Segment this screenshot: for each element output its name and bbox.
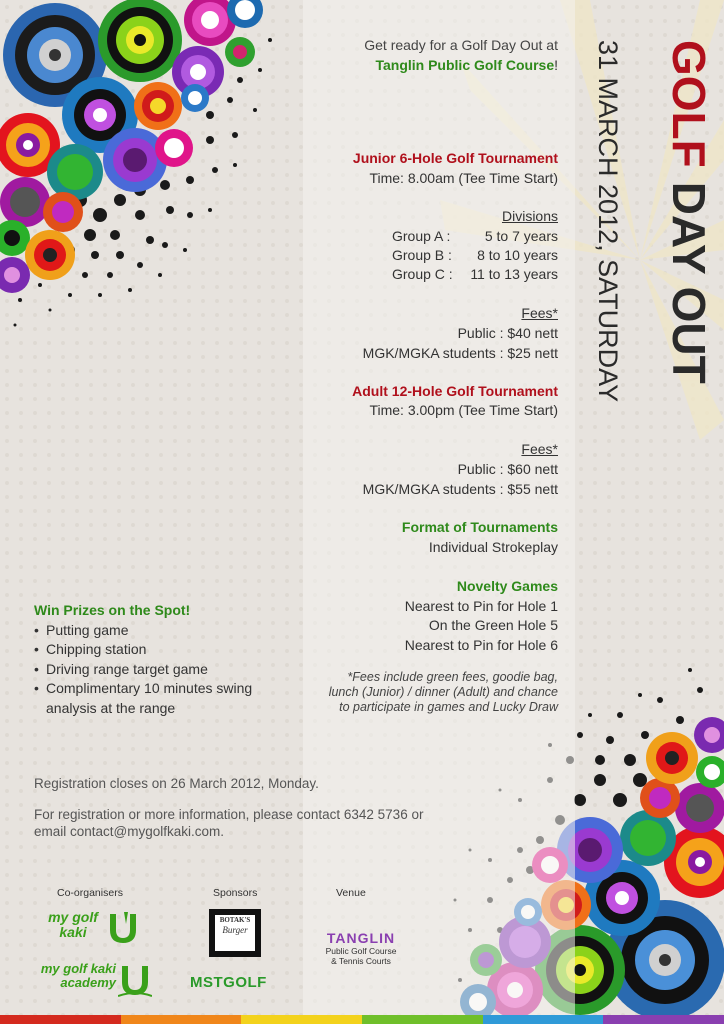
- junior-time: Time: 8.00am (Tee Time Start): [369, 170, 558, 186]
- tanglin-logo-text: TANGLIN: [326, 930, 396, 946]
- sponsors-label: Sponsors: [213, 887, 258, 899]
- division-group: Group A :: [392, 228, 451, 244]
- stripe-segment: [0, 1015, 121, 1024]
- tanglin-logo-subtext: & Tennis Courts: [331, 956, 391, 966]
- adult-heading: Adult 12-Hole Golf Tournament: [352, 383, 558, 399]
- adult-fees-heading: Fees*: [521, 441, 558, 457]
- prize-item: • Driving range target game: [46, 660, 252, 680]
- title-date: 31 MARCH 2012, SATURDAY: [593, 40, 623, 403]
- tanglin-logo-subtext: Public Golf Course: [325, 946, 397, 956]
- intro-venue: Tanglin Public Golf Course: [375, 57, 555, 73]
- division-ages: 11 to 13 years: [470, 266, 558, 282]
- adult-fee-students: MGK/MGKA students : $55 nett: [362, 481, 558, 497]
- intro-exclamation: !: [554, 57, 558, 73]
- registration-contact: For registration or more information, please contact 6342 5736 or: [34, 807, 424, 822]
- fees-note: [298, 670, 558, 715]
- prize-item-continued: analysis at the range: [46, 699, 176, 716]
- novelty-item: Nearest to Pin for Hole 6: [404, 637, 558, 653]
- coorganisers-label: Co-organisers: [57, 887, 123, 899]
- stripe-segment: [603, 1015, 724, 1024]
- mygolfkaki-academy-logo-text: my golf kaki: [40, 961, 116, 976]
- junior-fee-public: Public : $40 nett: [457, 325, 558, 341]
- fees-note-line: to participate in games and Lucky Draw: [339, 700, 558, 714]
- division-ages: 8 to 10 years: [477, 247, 558, 263]
- fees-note-line: lunch (Junior) / dinner (Adult) and chance: [328, 685, 558, 699]
- title-golf: GOLF: [663, 40, 715, 168]
- junior-fees-heading: Fees*: [521, 305, 558, 321]
- novelty-item: Nearest to Pin for Hole 1: [404, 598, 558, 614]
- botaks-logo-text: BOTAK'S: [219, 916, 251, 924]
- mstgolf-logo: MSTGOLF: [190, 974, 267, 991]
- mygolfkaki-logo: [42, 910, 142, 946]
- intro-line: Get ready for a Golf Day Out at: [364, 37, 558, 53]
- tanglin-logo: [316, 930, 406, 966]
- stripe-segment: [121, 1015, 242, 1024]
- botaks-burger-logo: [209, 909, 261, 957]
- division-group: Group B :: [392, 247, 452, 263]
- stripe-segment: [483, 1015, 604, 1024]
- botaks-logo-text: Burger: [222, 925, 248, 935]
- title-day-out: DAY OUT: [663, 181, 715, 384]
- venue-label: Venue: [336, 887, 366, 899]
- event-title: [585, 40, 715, 500]
- fees-note-line: *Fees include green fees, goodie bag,: [347, 670, 558, 684]
- stripe-segment: [362, 1015, 483, 1024]
- novelty-heading: Novelty Games: [456, 578, 558, 594]
- division-ages: 5 to 7 years: [484, 228, 558, 244]
- prize-item: • Chipping station: [46, 640, 252, 660]
- adult-fee-public: Public : $60 nett: [457, 461, 558, 477]
- prize-item: • Complimentary 10 minutes swing: [46, 679, 252, 699]
- prizes-list: [34, 621, 252, 719]
- intro-venue-line: [375, 57, 558, 74]
- division-group: Group C :: [392, 266, 453, 282]
- format-value: Individual Strokeplay: [428, 539, 558, 555]
- mygolfkaki-academy-emblem-icon: [118, 962, 152, 998]
- prizes-heading: Win Prizes on the Spot!: [34, 602, 191, 618]
- mygolfkaki-academy-logo: [30, 962, 154, 1000]
- registration-closes: Registration closes on 26 March 2012, Monday.: [34, 776, 319, 791]
- novelty-item: On the Green Hole 5: [428, 617, 558, 633]
- registration-email: email contact@mygolfkaki.com.: [34, 824, 225, 839]
- junior-heading: Junior 6-Hole Golf Tournament: [352, 150, 558, 166]
- mygolfkaki-emblem-icon: [106, 910, 140, 944]
- mygolfkaki-logo-text: my golf: [48, 909, 98, 925]
- junior-fee-students: MGK/MGKA students : $25 nett: [362, 345, 558, 361]
- format-heading: Format of Tournaments: [401, 519, 558, 535]
- prizes-section: [34, 601, 252, 718]
- svg-text:GOLFDAY OUT: [663, 40, 715, 384]
- mygolfkaki-logo-text: kaki: [59, 924, 87, 940]
- divisions-heading: Divisions: [501, 208, 558, 224]
- stripe-segment: [241, 1015, 362, 1024]
- adult-time: Time: 3.00pm (Tee Time Start): [369, 402, 558, 418]
- prize-item: • Putting game: [46, 621, 252, 641]
- rainbow-stripe: [0, 1015, 724, 1024]
- mygolfkaki-academy-logo-text: academy: [60, 975, 116, 990]
